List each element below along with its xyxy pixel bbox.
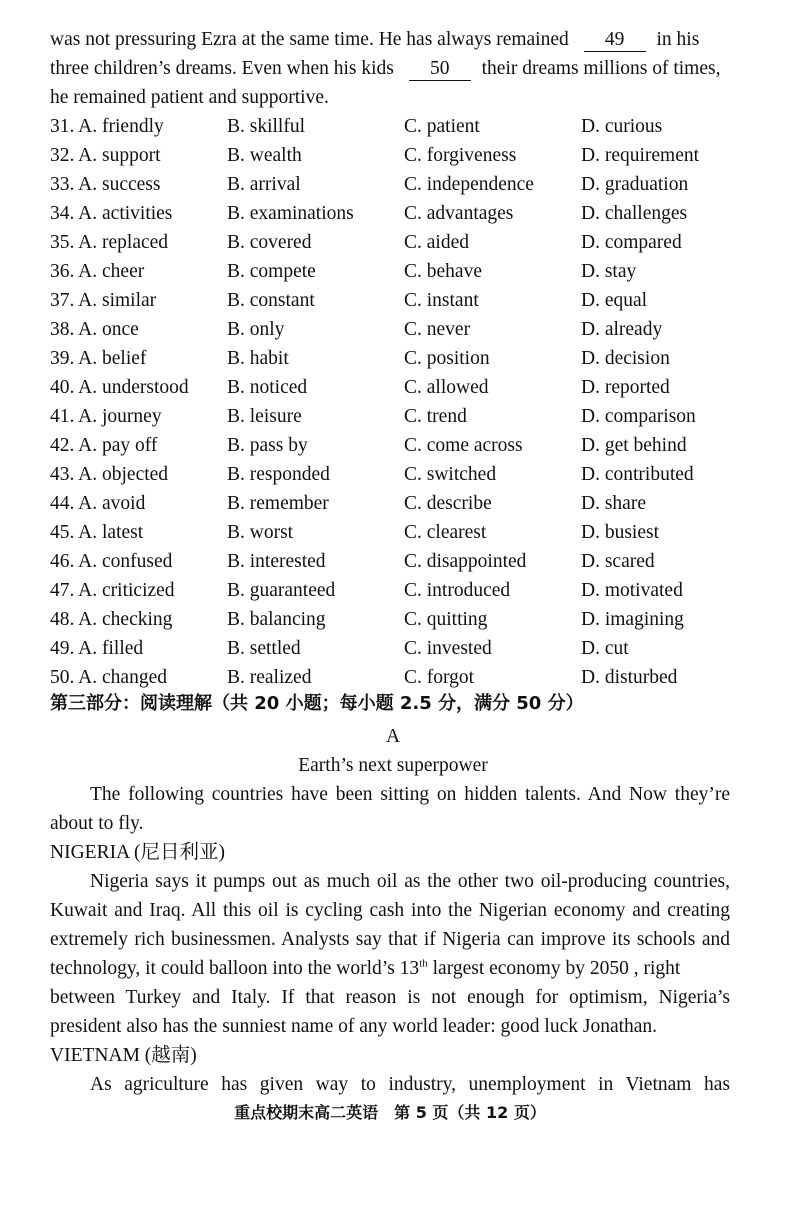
option-c: C. instant [404,290,479,311]
option-b: B. guaranteed [227,580,336,601]
option-d: D. imagining [581,609,684,630]
option-b: B. leisure [227,406,302,427]
option-a: 46. A. confused [50,551,173,572]
option-a: 48. A. checking [50,609,173,630]
option-d: D. equal [581,290,648,311]
option-d: D. stay [581,261,637,282]
nigeria-text: largest economy by 2050 , right [427,958,681,979]
option-c: C. disappointed [404,551,527,572]
option-d: D. decision [581,348,670,369]
option-a: 32. A. support [50,145,161,166]
option-c: C. introduced [404,580,511,601]
option-c: C. quitting [404,609,488,630]
option-b: B. settled [227,638,301,659]
option-d: D. busiest [581,522,659,543]
nigeria-text: technology, it could balloon into the world’s 13 [50,958,420,979]
option-d: D. disturbed [581,667,678,688]
superscript: th [419,957,428,970]
option-b: B. covered [227,232,312,253]
option-b: B. responded [227,464,330,485]
option-b: B. interested [227,551,326,572]
option-b: B. worst [227,522,294,543]
option-a: 34. A. activities [50,203,173,224]
option-b: B. realized [227,667,312,688]
option-b: B. wealth [227,145,302,166]
option-d: D. reported [581,377,670,398]
passage-title: Earth’s next superpower [298,755,488,776]
option-a: 43. A. objected [50,464,169,485]
option-c: C. switched [404,464,497,485]
intro-text: in his [656,29,700,50]
option-a: 44. A. avoid [50,493,146,514]
section-heading: 第三部分：阅读理解（共 20 小题；每小题 2.5 分，满分 50 分） [50,693,584,714]
option-d: D. contributed [581,464,694,485]
option-c: C. aided [404,232,469,253]
option-c: C. invested [404,638,492,659]
option-a: 38. A. once [50,319,139,340]
option-d: D. curious [581,116,663,137]
option-a: 50. A. changed [50,667,167,688]
option-c: C. independence [404,174,534,195]
nigeria-heading: NIGERIA (尼日利亚) [50,842,225,863]
lead-line-1: The following countries have been sitting on hidden talents. And Now they’re [90,784,730,805]
page-footer: 重点校期末高二英语 第 5 页（共 12 页） [234,1103,546,1122]
intro-line-3: he remained patient and supportive. [50,87,329,108]
option-c: C. allowed [404,377,489,398]
vietnam-line: As agriculture has given way to industry, unemployment in Vietnam has [90,1074,730,1095]
option-b: B. skillful [227,116,306,137]
nigeria-line: Kuwait and Iraq. All this oil is cycling cash into the Nigerian economy and creating [50,900,730,921]
option-b: B. remember [227,493,329,514]
option-d: D. cut [581,638,629,659]
lead-line-2: about to fly. [50,813,144,834]
option-a: 36. A. cheer [50,261,145,282]
option-a: 40. A. understood [50,377,189,398]
option-d: D. scared [581,551,655,572]
nigeria-line: president also has the sunniest name of any world leader: good luck Jonathan. [50,1016,658,1037]
option-b: B. only [227,319,285,340]
option-a: 33. A. success [50,174,161,195]
option-b: B. compete [227,261,316,282]
option-b: B. constant [227,290,315,311]
option-c: C. come across [404,435,523,456]
option-c: C. never [404,319,471,340]
intro-text: was not pressuring Ezra at the same time. He has always remained [50,29,569,50]
option-a: 49. A. filled [50,638,144,659]
option-d: D. graduation [581,174,689,195]
option-b: B. pass by [227,435,308,456]
option-d: D. already [581,319,663,340]
nigeria-line: extremely rich businessmen. Analysts say that if Nigeria can improve its schools and [50,929,730,950]
option-c: C. patient [404,116,480,137]
option-c: C. describe [404,493,492,514]
option-c: C. forgot [404,667,475,688]
option-c: C. advantages [404,203,514,224]
option-c: C. trend [404,406,467,427]
option-c: C. behave [404,261,482,282]
option-d: D. challenges [581,203,688,224]
intro-text: their dreams millions of times, [481,58,721,79]
answer-blank-50: 50 [409,58,471,81]
option-d: D. get behind [581,435,687,456]
intro-line-2 [50,54,720,83]
option-c: C. position [404,348,490,369]
option-b: B. balancing [227,609,326,630]
option-d: D. requirement [581,145,700,166]
option-a: 39. A. belief [50,348,147,369]
option-a: 35. A. replaced [50,232,169,253]
option-b: B. arrival [227,174,301,195]
option-d: D. comparison [581,406,696,427]
nigeria-line: between Turkey and Italy. If that reason is not enough for optimism, Nigeria’s [50,987,730,1008]
intro-text: three children’s dreams. Even when his kids [50,58,394,79]
vietnam-heading: VIETNAM (越南) [50,1045,197,1066]
option-b: B. noticed [227,377,308,398]
nigeria-line: Nigeria says it pumps out as much oil as the other two oil-producing countries, [90,871,730,892]
option-a: 42. A. pay off [50,435,158,456]
option-b: B. examinations [227,203,354,224]
option-d: D. share [581,493,646,514]
option-a: 47. A. criticized [50,580,175,601]
option-a: 45. A. latest [50,522,144,543]
option-c: C. clearest [404,522,487,543]
option-a: 37. A. similar [50,290,157,311]
passage-label: A [385,726,401,747]
answer-blank-49: 49 [584,29,646,52]
option-a: 41. A. journey [50,406,162,427]
nigeria-line [50,954,680,983]
intro-line-1 [50,25,740,54]
option-d: D. motivated [581,580,683,601]
option-d: D. compared [581,232,682,253]
option-a: 31. A. friendly [50,116,164,137]
option-c: C. forgiveness [404,145,517,166]
option-b: B. habit [227,348,289,369]
